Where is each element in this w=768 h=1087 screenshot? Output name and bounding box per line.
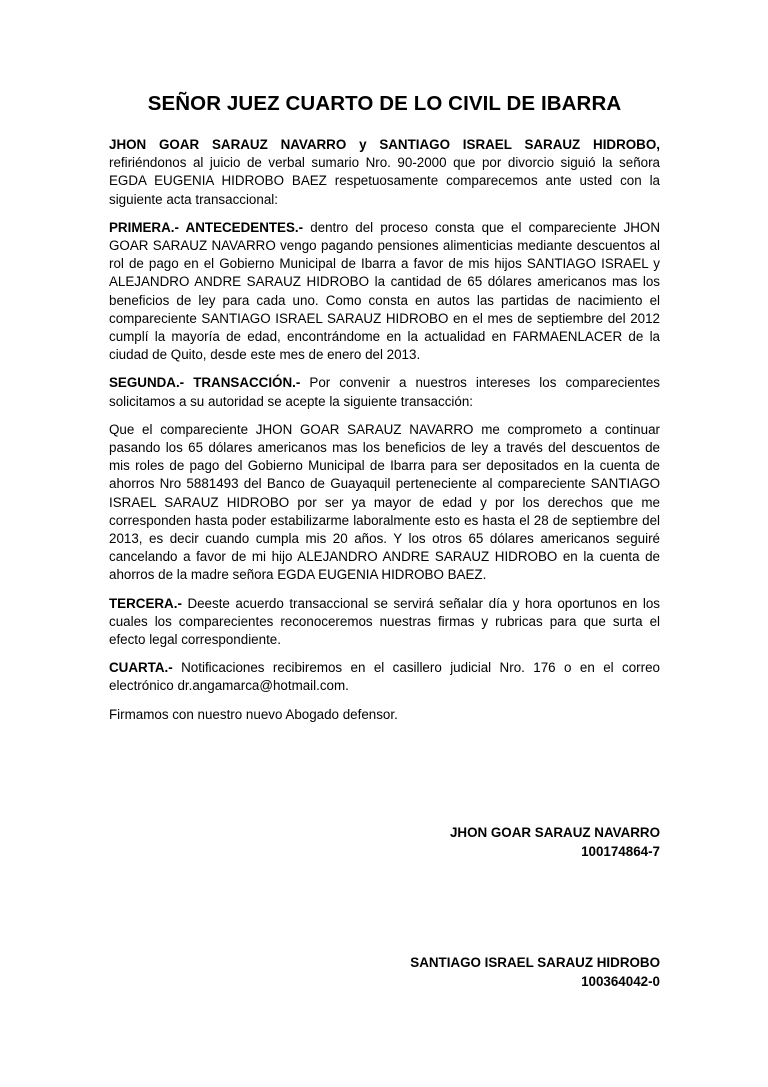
signature-block-santiago (410, 953, 660, 991)
intro-paragraph (109, 136, 660, 209)
clause-primera-heading: PRIMERA.- ANTECEDENTES.- (109, 219, 304, 235)
clause-cuarta-text: Notificaciones recibiremos en el casillero judicial Nro. 176 o en el correo electrónico dr.angamarca@hotmail.com. (109, 660, 660, 694)
clause-cuarta-heading: CUARTA.- (109, 660, 173, 676)
clause-tercera-text: Deeste acuerdo transaccional se servirá señalar día y hora oportunos en los cuales los comparecientes reconoceremos nuestras firmas y rubricas para que surta el efecto legal correspondiente. (109, 595, 660, 648)
document-title: SEÑOR JUEZ CUARTO DE LO CIVIL DE IBARRA (147, 92, 622, 115)
signature-id: 100174864-7 (581, 844, 660, 859)
clause-segunda-heading: SEGUNDA.- TRANSACCIÓN.- (109, 375, 301, 391)
clause-segunda (109, 374, 660, 410)
closing-line: Firmamos con nuestro nuevo Abogado defensor. (109, 706, 398, 722)
signature-name: JHON GOAR SARAUZ NAVARRO (449, 825, 660, 840)
intro-text: refiriéndonos al juicio de verbal sumario Nro. 90-2000 que por divorcio siguió la señora EGDA EUGENIA HIDROBO BAEZ respetuosamente comparecemos ante usted con la siguiente acta transaccional: (109, 155, 660, 207)
document-body (109, 136, 660, 724)
clause-tercera (109, 595, 660, 650)
clause-primera-text: dentro del proceso consta que el compareciente JHON GOAR SARAUZ NAVARRO vengo pagando pensiones alimenticias mediante descuentos al rol de pago en el Gobierno Municipal de Ibarra a favor de mis hijos SANTIAGO ISRAEL y ALEJANDRO ANDRE SARAUZ HIDROBO la cantidad de 65 dólares americanos mas los beneficios de ley para cada uno. Como consta en autos las partidas de nacimiento el compareciente SANTIAGO ISRAEL SARAUZ HIDROBO en el mes de septiembre del 2012 cumplí la mayoría de edad, encontrándome en la actualidad en FARMAENLACER de la ciudad de Quito, desde este mes de enero del 2013. (109, 219, 660, 363)
clause-segunda-detail: Que el compareciente JHON GOAR SARAUZ NAVARRO me comprometo a continuar pasando los 65 dólares americanos mas los beneficios de ley a través del descuentos de mis roles de pago del Gobierno Municipal de Ibarra para ser depositados en la cuenta de ahorros Nro 5881493 del Banco de Guayaquil perteneciente al compareciente SANTIAGO ISRAEL SARAUZ HIDROBO por ser ya mayor de edad y por los derechos que me corresponden hasta poder estabilizarme laboralmente esto es hasta el 28 de septiembre del 2013, es decir cuando cumpla mis 20 años. Y los otros 65 dólares americanos seguiré cancelando a favor de mi hijo ALEJANDRO ANDRE SARAUZ HIDROBO en la cuenta de ahorros de la madre señora EGDA EUGENIA HIDROBO BAEZ. (109, 421, 660, 583)
clause-segunda-text: Por convenir a nuestros intereses los comparecientes solicitamos a su autoridad se acepte la siguiente transacción: (109, 375, 660, 409)
clause-cuarta (109, 659, 660, 695)
signature-id: 100364042-0 (581, 974, 660, 989)
clause-primera (109, 219, 660, 365)
signature-block-jhon (450, 823, 660, 861)
clause-tercera-heading: TERCERA.- (109, 595, 182, 611)
signature-name: SANTIAGO ISRAEL SARAUZ HIDROBO (410, 955, 660, 970)
intro-parties: JHON GOAR SARAUZ NAVARRO y SANTIAGO ISRAEL SARAUZ HIDROBO, (109, 137, 660, 152)
